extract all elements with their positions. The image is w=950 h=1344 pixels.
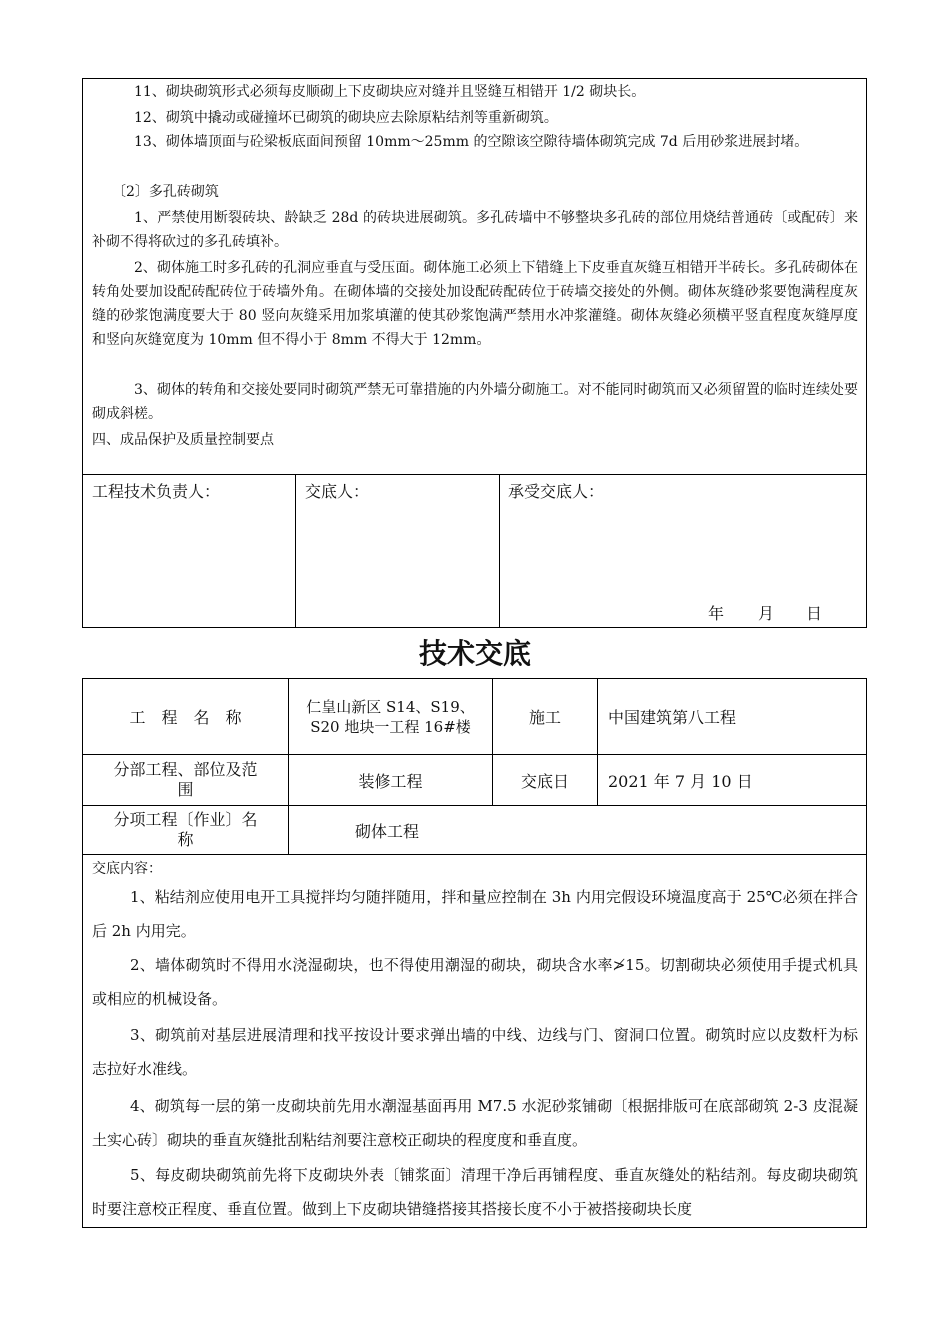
content-item-5: 5、每皮砌块砌筑前先将下皮砌块外表〔铺浆面〕清理干净后再铺程度、垂直灰缝处的粘结剂。每皮砌块砌筑时要注意校正程度、垂直位置。做到上下皮砌块错缝搭接其搭接长度不小于被搭接砌块长度 xyxy=(92,1166,858,1218)
item-13: 13、砌体墙顶面与砼梁板底面间预留 10mm～25mm 的空隙该空隙待墙体砌筑完成 7d 后用砂浆进展封堵。 xyxy=(134,134,809,150)
project-name-label: 工 程 名 称 xyxy=(82,678,289,755)
project-name-value: 仁皇山新区 S14、S19、S20 地块一工程 16#楼 xyxy=(288,678,493,755)
content-heading: 交底内容： xyxy=(92,861,162,877)
subitem-value: 砌体工程 xyxy=(288,805,867,855)
subheading-porous-brick: 〔2〕多孔砖砌筑 xyxy=(112,184,219,200)
date-value: 2021 年 7 月 10 日 xyxy=(597,754,867,806)
discloser-label: 交底人： xyxy=(305,482,370,501)
item-12: 12、砌筑中撬动或碰撞坏已砌筑的砌块应去除原粘结剂等重新砌筑。 xyxy=(134,110,558,126)
receiver-label: 承受交底人： xyxy=(508,482,605,501)
porous-item-2: 2、砌体施工时多孔砖的孔洞应垂直与受压面。砌体施工必须上下错缝上下皮垂直灰缝互相错开半砖长。多孔砖砌体在转角处要加设配砖配砖位于砖墙外角。在砌体墙的交接处加设配砖配砖位于砖墙交接处的外侧。砌体灰缝砂浆要饱满程度灰缝的砂浆饱满度要大于 80 竖向灰缝采用加浆填灌的使其砂浆饱满严禁用水冲浆灌缝。砌体灰缝必须横平竖直程度灰缝厚度和竖向灰缝宽度为 10mm 但不得小于 8mm 不得大于 12mm。 xyxy=(92,260,858,348)
tech-lead-label: 工程技术负责人： xyxy=(92,482,221,501)
subitem-label: 分项工程〔作业〕名称 xyxy=(82,805,289,855)
section-four-heading: 四、成品保护及质量控制要点 xyxy=(92,432,274,448)
content-item-4: 4、砌筑每一层的第一皮砌块前先用水潮湿基面再用 M7.5 水泥砂浆铺砌〔根据排版可在底部砌筑 2-3 皮混凝土实心砖〕砌块的垂直灰缝批刮粘结剂要注意校正砌块的程度度和垂直度。 xyxy=(92,1097,858,1149)
sign-day: 日 xyxy=(806,604,823,623)
construction-value: 中国建筑第八工程 xyxy=(597,678,867,755)
date-label: 交底日 xyxy=(492,754,598,806)
content-item-2: 2、墙体砌筑时不得用水浇湿砌块，也不得使用潮湿的砌块，砌块含水率≯15。切割砌块必须使用手提式机具或相应的机械设备。 xyxy=(92,956,858,1008)
construction-label: 施工 xyxy=(492,678,598,755)
page-title: 技术交底 xyxy=(418,637,531,670)
division-label: 分部工程、部位及范围 xyxy=(82,754,289,806)
division-value: 装修工程 xyxy=(288,754,493,806)
porous-item-3: 3、砌体的转角和交接处要同时砌筑严禁无可靠措施的内外墙分砌施工。对不能同时砌筑而又必须留置的临时连续处要砌成斜槎。 xyxy=(92,382,858,422)
content-item-3: 3、砌筑前对基层进展清理和找平按设计要求弹出墙的中线、边线与门、窗洞口位置。砌筑时应以皮数杆为标志拉好水准线。 xyxy=(92,1026,858,1078)
sign-month: 月 xyxy=(758,604,775,623)
sign-year: 年 xyxy=(708,604,725,623)
content-item-1: 1、粘结剂应使用电开工具搅拌均匀随拌随用，拌和量应控制在 3h 内用完假设环境温度高于 25℃必须在拌合后 2h 内用完。 xyxy=(92,888,858,940)
porous-item-1: 1、严禁使用断裂砖块、龄缺乏 28d 的砖块进展砌筑。多孔砖墙中不够整块多孔砖的部位用烧结普通砖〔或配砖〕来补砌不得将砍过的多孔砖填补。 xyxy=(92,210,858,250)
item-11: 11、砌块砌筑形式必须每皮顺砌上下皮砌块应对缝并且竖缝互相错开 1/2 砌块长。 xyxy=(134,84,646,100)
